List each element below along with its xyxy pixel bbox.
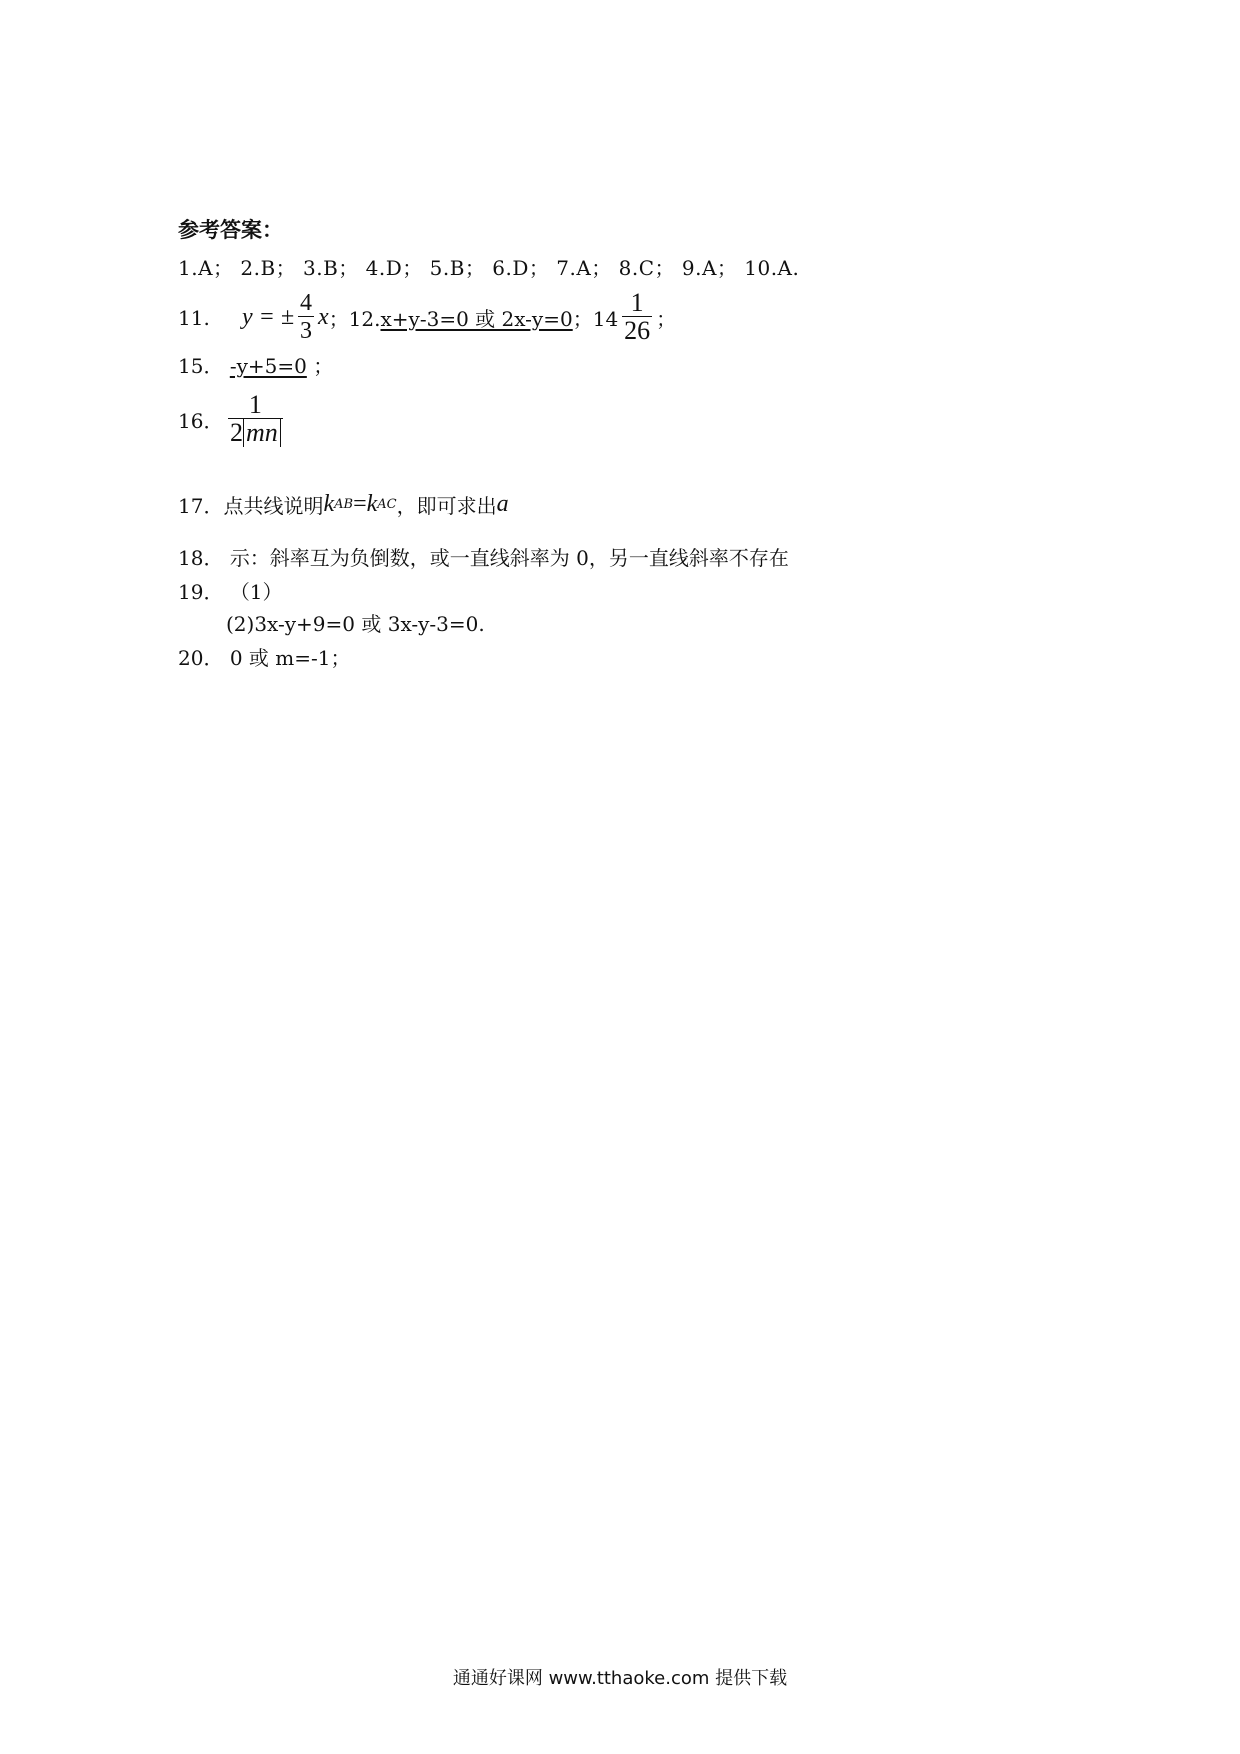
q14-fraction <box>622 290 652 345</box>
q14-end: ； <box>656 307 677 331</box>
q11-fraction <box>298 290 314 345</box>
q17-text1: 点共线说明 <box>223 494 324 518</box>
q16-abs-mn: mn <box>243 418 281 447</box>
q17-k2: k <box>366 491 378 517</box>
q16-den-prefix: 2 <box>230 418 243 447</box>
q12-answer: x+y-3=0 或 2x-y=0 <box>380 307 573 331</box>
answer-19-part1 <box>178 576 283 605</box>
q11-number: 11. <box>178 305 210 330</box>
q17-number: 17． <box>178 494 224 518</box>
q17-text2: ，即可求出 <box>396 494 497 518</box>
q16-numerator: 1 <box>248 390 262 419</box>
q14-numerator: 1 <box>630 288 644 317</box>
q18-text: 示：斜率互为负倒数，或一直线斜率为 0，另一直线斜率不存在 <box>229 546 789 570</box>
q15-number: 15． <box>178 354 224 378</box>
answer-15 <box>178 350 333 379</box>
q20-text: 0 或 m=-1； <box>229 646 351 670</box>
q11-y-equals: y = ± <box>242 304 295 330</box>
q15-answer: -y+5=0 <box>229 354 307 378</box>
q17-a: a <box>496 491 509 517</box>
q16-fraction <box>228 392 283 447</box>
answer-19-part2: (2)3x-y+9=0 或 3x-y-3=0. <box>226 612 485 636</box>
q11-numerator: 4 <box>300 290 313 316</box>
answer-17 <box>178 490 509 519</box>
q19-part1: （1） <box>229 580 283 604</box>
answer-11-12-14 <box>178 290 676 345</box>
answer-16 <box>178 392 287 447</box>
q12-separator: ；12. <box>328 307 381 331</box>
q17-equals: = <box>353 491 367 517</box>
q11-denominator: 3 <box>300 318 313 344</box>
answer-20 <box>178 642 350 671</box>
multiple-choice-answers: 1.A； 2.B； 3.B； 4.D； 5.B； 6.D； 7.A； 8.C； 9.A； 10.A. <box>178 256 800 280</box>
q16-denominator <box>228 419 283 447</box>
q17-sub-ab: AB <box>334 497 354 512</box>
q17-sub-ac: AC <box>377 497 397 512</box>
q15-end: ； <box>313 354 334 378</box>
q11-x: x <box>318 304 329 330</box>
q18-number: 18． <box>178 546 224 570</box>
q14-separator: ；14 <box>572 307 619 331</box>
q17-k1: k <box>323 491 335 517</box>
q14-denominator: 26 <box>624 316 651 345</box>
answer-18 <box>178 542 789 571</box>
q20-number: 20． <box>178 646 224 670</box>
q19-number: 19． <box>178 580 224 604</box>
page-footer: 通通好课网 www.tthaoke.com 提供下载 <box>452 1668 788 1689</box>
answers-heading: 参考答案： <box>178 218 283 242</box>
q16-number: 16． <box>178 409 224 433</box>
